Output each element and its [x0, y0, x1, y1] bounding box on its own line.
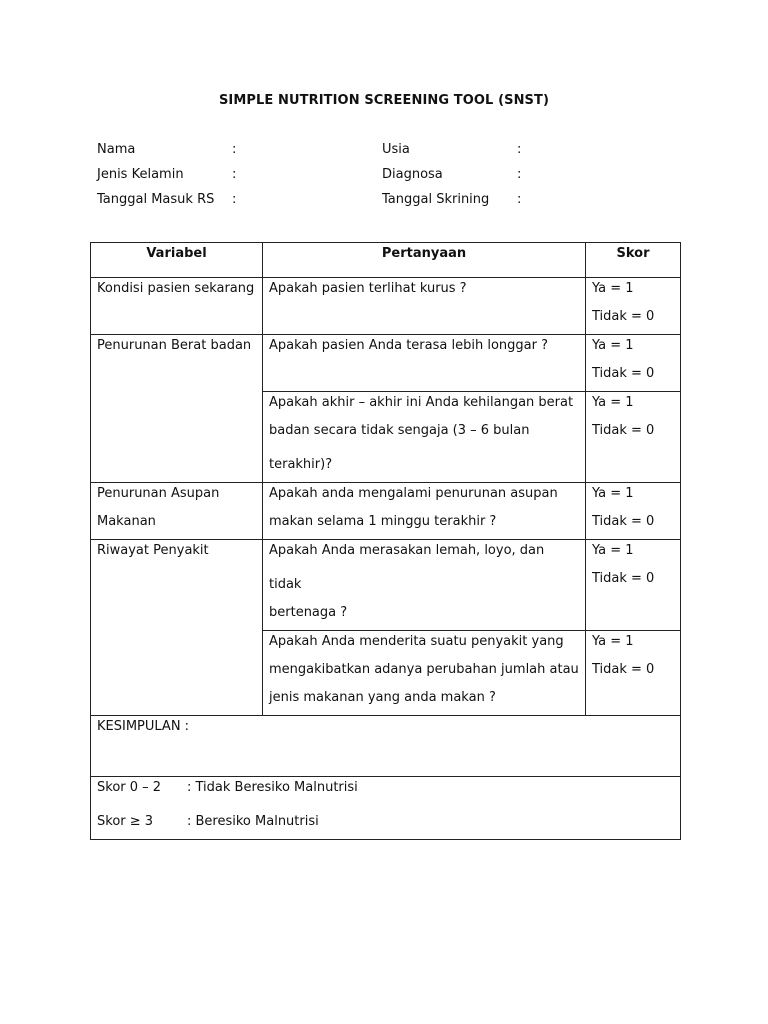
- conclusion-row: [91, 716, 681, 777]
- conclusion-label: KESIMPULAN :: [97, 719, 190, 734]
- legend-key: Skor 0 – 2: [97, 780, 162, 795]
- legend-cell: [91, 777, 681, 840]
- conclusion-cell: [91, 716, 681, 777]
- info-colon: :: [232, 142, 237, 157]
- legend-item: [97, 771, 674, 805]
- score-no: Tidak = 0: [592, 514, 655, 529]
- variable-cell: [91, 540, 263, 716]
- info-colon: :: [517, 167, 522, 182]
- question-cell: [263, 335, 586, 392]
- variable-cell: [91, 483, 263, 540]
- score-yes: Ya = 1: [592, 486, 634, 501]
- header-pertanyaan: Pertanyaan: [263, 243, 586, 278]
- score-no: Tidak = 0: [592, 423, 655, 438]
- legend-item: [97, 805, 674, 839]
- info-row: [0, 140, 768, 160]
- score-yes: Ya = 1: [592, 543, 634, 558]
- score-cell: [586, 631, 681, 716]
- question-text: Apakah Anda menderita suatu penyakit yang: [269, 634, 564, 649]
- info-row: [0, 190, 768, 210]
- info-label-diagnosa: Diagnosa: [382, 167, 443, 182]
- score-cell: [586, 483, 681, 540]
- info-label-tanggal-skrining: Tanggal Skrining: [382, 192, 490, 207]
- question-cell: [263, 392, 586, 483]
- variable-text: Penurunan Asupan: [97, 486, 220, 501]
- question-text: Apakah pasien Anda terasa lebih longgar ?: [269, 338, 548, 353]
- question-text: jenis makanan yang anda makan ?: [269, 690, 496, 705]
- legend-key: Skor ≥ 3: [97, 814, 154, 829]
- info-colon: :: [232, 167, 237, 182]
- page-title: SIMPLE NUTRITION SCREENING TOOL (SNST): [218, 93, 550, 108]
- question-text: Apakah anda mengalami penurunan asupan: [269, 486, 558, 501]
- question-text: Apakah akhir – akhir ini Anda kehilangan berat: [269, 395, 574, 410]
- score-cell: [586, 278, 681, 335]
- table-row: [91, 540, 681, 631]
- question-text: mengakibatkan adanya perubahan jumlah atau: [269, 662, 579, 677]
- header-skor: Skor: [586, 243, 681, 278]
- question-text: Apakah pasien terlihat kurus ?: [269, 281, 467, 296]
- info-colon: :: [517, 192, 522, 207]
- legend-value: : Beresiko Malnutrisi: [187, 814, 319, 829]
- info-label-jenis-kelamin: Jenis Kelamin: [97, 167, 184, 182]
- question-cell: [263, 483, 586, 540]
- question-text: badan secara tidak sengaja (3 – 6 bulan terakhir)?: [269, 423, 530, 472]
- score-cell: [586, 335, 681, 392]
- variable-text: Penurunan Berat badan: [97, 338, 252, 353]
- table-row: [91, 278, 681, 335]
- score-no: Tidak = 0: [592, 366, 655, 381]
- score-yes: Ya = 1: [592, 634, 634, 649]
- question-cell: [263, 631, 586, 716]
- question-text: Apakah Anda merasakan lemah, loyo, dan tidak: [269, 543, 545, 592]
- info-label-tanggal-masuk: Tanggal Masuk RS: [97, 192, 215, 207]
- question-text: bertenaga ?: [269, 605, 348, 620]
- table-row: [91, 483, 681, 540]
- variable-text: Kondisi pasien sekarang: [97, 281, 255, 296]
- info-label-usia: Usia: [382, 142, 410, 157]
- table-row: [91, 335, 681, 392]
- variable-cell: [91, 278, 263, 335]
- score-cell: [586, 392, 681, 483]
- variable-cell: [91, 335, 263, 483]
- info-row: [0, 165, 768, 185]
- variable-text: Riwayat Penyakit: [97, 543, 209, 558]
- question-cell: [263, 278, 586, 335]
- score-no: Tidak = 0: [592, 309, 655, 324]
- score-yes: Ya = 1: [592, 395, 634, 410]
- legend-row: [91, 777, 681, 840]
- legend-value: : Tidak Beresiko Malnutrisi: [187, 780, 358, 795]
- score-no: Tidak = 0: [592, 662, 655, 677]
- info-colon: :: [517, 142, 522, 157]
- info-label-nama: Nama: [97, 142, 136, 157]
- score-yes: Ya = 1: [592, 281, 634, 296]
- question-cell: [263, 540, 586, 631]
- header-variabel: Variabel: [91, 243, 263, 278]
- question-text: makan selama 1 minggu terakhir ?: [269, 514, 497, 529]
- variable-text: Makanan: [97, 514, 156, 529]
- score-no: Tidak = 0: [592, 571, 655, 586]
- score-yes: Ya = 1: [592, 338, 634, 353]
- info-colon: :: [232, 192, 237, 207]
- screening-table: [90, 242, 681, 840]
- score-cell: [586, 540, 681, 631]
